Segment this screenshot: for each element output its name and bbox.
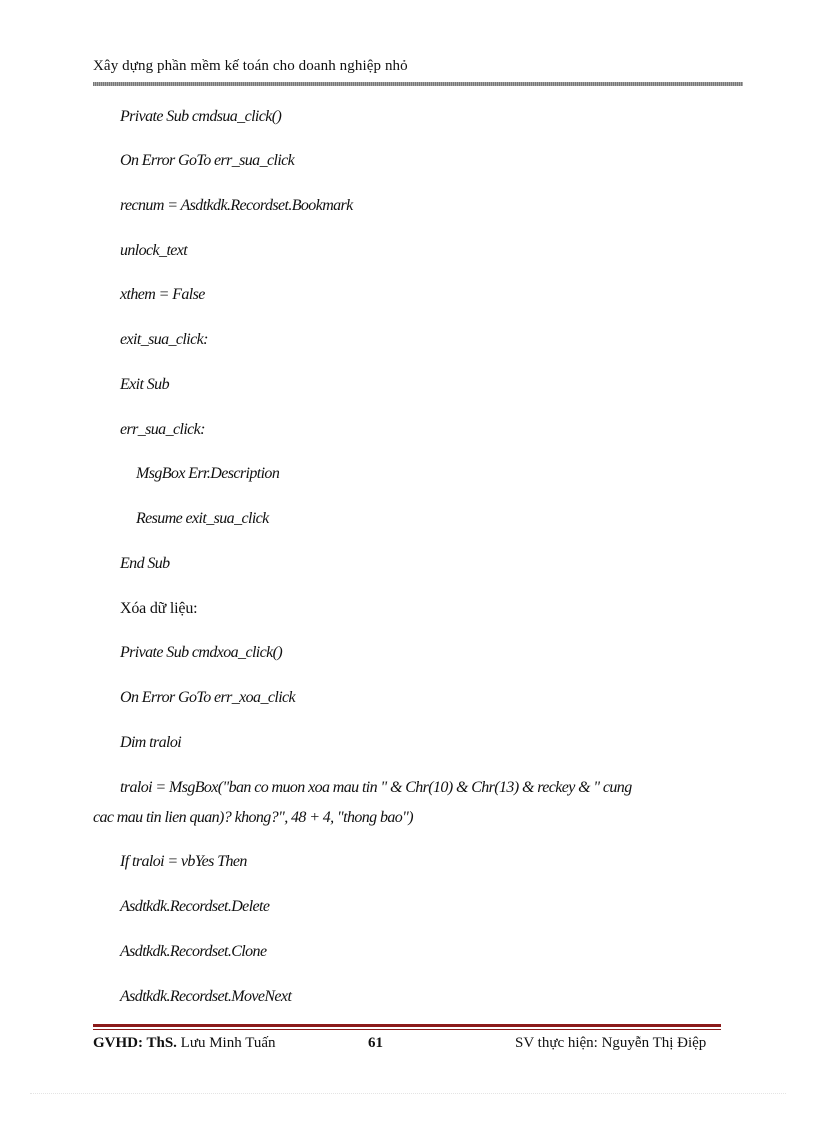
code-line: unlock_text [120, 242, 188, 259]
code-line: Private Sub cmdsua_click() [120, 108, 282, 125]
code-line: On Error GoTo err_sua_click [120, 152, 295, 169]
footer-rule-bottom [93, 1029, 721, 1030]
footer-student: SV thực hiện: Nguyễn Thị Điệp [515, 1035, 707, 1051]
footer-rule-top [93, 1024, 721, 1027]
page-number: 61 [368, 1035, 383, 1051]
code-line: recnum = Asdtkdk.Recordset.Bookmark [120, 197, 353, 214]
code-line: If traloi = vbYes Then [120, 853, 247, 870]
code-line: Exit Sub [120, 376, 169, 393]
code-line: xthem = False [120, 286, 205, 303]
code-line: Asdtkdk.Recordset.MoveNext [120, 988, 292, 1005]
code-line: Asdtkdk.Recordset.Delete [120, 898, 270, 915]
page-edge [30, 1093, 786, 1094]
code-line: traloi = MsgBox("ban co muon xoa mau tin " & Chr(10) & Chr(13) & reckey & " cung [120, 779, 632, 796]
footer-advisor-name: Lưu Minh Tuấn [180, 1035, 276, 1051]
footer-advisor [93, 1035, 276, 1052]
code-line: Asdtkdk.Recordset.Clone [120, 943, 267, 960]
code-line: On Error GoTo err_xoa_click [120, 689, 296, 706]
section-label: Xóa dữ liệu: [120, 600, 198, 617]
code-line: End Sub [120, 555, 170, 572]
code-line: err_sua_click: [120, 421, 205, 438]
code-line: Dim traloi [120, 734, 182, 751]
header-title: Xây dựng phần mềm kế toán cho doanh nghiệp nhỏ [93, 58, 408, 74]
code-line: Private Sub cmdxoa_click() [120, 644, 283, 661]
code-line: exit_sua_click: [120, 331, 208, 348]
code-line: MsgBox Err.Description [136, 465, 280, 482]
code-line: Resume exit_sua_click [136, 510, 269, 527]
footer-advisor-label: GVHD: ThS. [93, 1035, 177, 1051]
code-line: cac mau tin lien quan)? khong?", 48 + 4, "thong bao") [93, 809, 413, 826]
